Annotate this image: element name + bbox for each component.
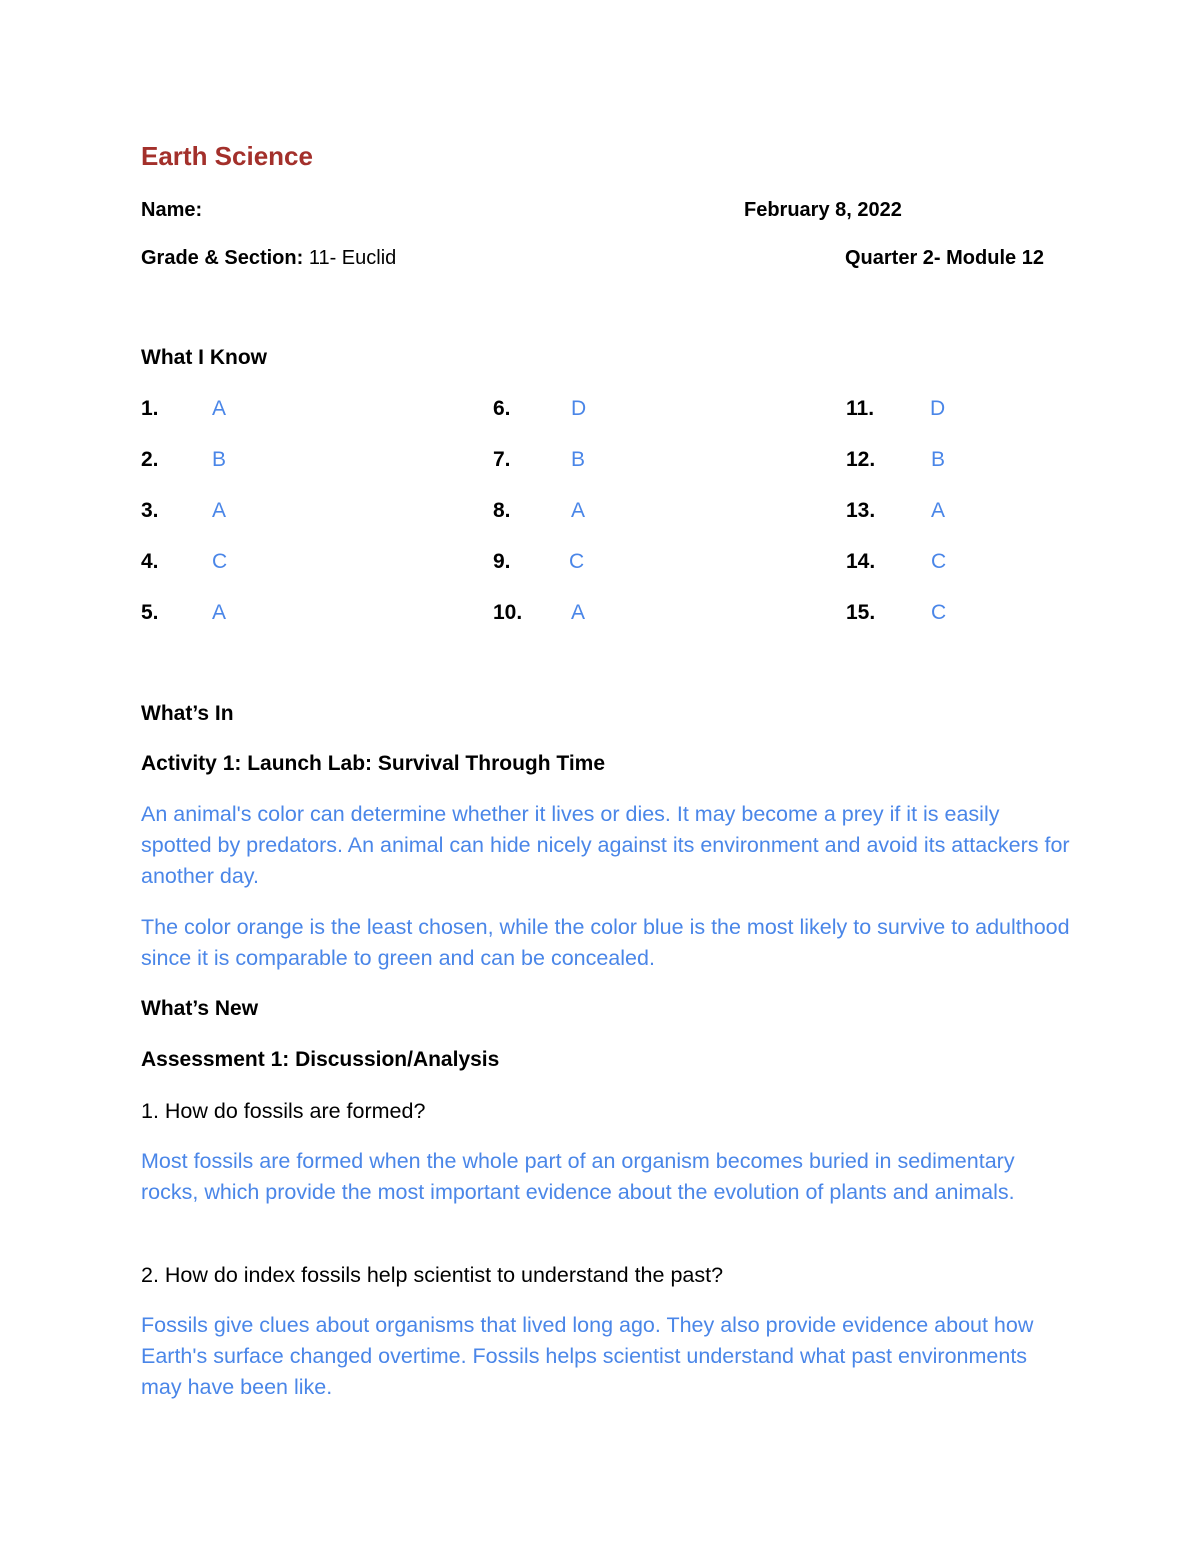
grade-section-value: 11- Euclid	[303, 247, 397, 269]
answer-number: 9.	[493, 550, 511, 573]
answer-value: A	[212, 397, 227, 420]
answer-value: C	[931, 550, 947, 573]
answer-value: A	[931, 499, 946, 522]
question-1: 1. How do fossils are formed?	[141, 1099, 426, 1123]
activity-heading: Activity 1: Launch Lab: Survival Through Time	[141, 752, 606, 775]
answer-value: A	[212, 499, 227, 522]
answer-2-paragraph: Fossils give clues about organisms that lived long ago. They also provide evidence about how Earth's surface changed overtime. Fossils helps scientist understand what past environments may have been like.	[141, 1313, 1034, 1399]
answer-number: 12.	[846, 448, 876, 471]
answer-number: 11.	[846, 397, 875, 420]
assessment-heading: Assessment 1: Discussion/Analysis	[141, 1048, 500, 1071]
answer-value: A	[571, 499, 586, 522]
answer-value: C	[212, 550, 228, 573]
question-2: 2. How do index fossils help scientist to understand the past?	[141, 1263, 724, 1287]
module-text: Quarter 2- Module 12	[845, 247, 1044, 269]
grade-section-line	[141, 247, 396, 270]
answer-number: 10.	[493, 601, 523, 624]
name-label: Name:	[141, 199, 203, 221]
answer-number: 15.	[846, 601, 876, 624]
answer-1-paragraph: Most fossils are formed when the whole part of an organism becomes buried in sedimentary rocks, which provide the most important evidence about the evolution of plants and animals.	[141, 1149, 1015, 1204]
whats-in-heading: What’s In	[141, 702, 234, 725]
answer-value: B	[212, 448, 227, 471]
answer-value: B	[571, 448, 586, 471]
answer-value: D	[930, 397, 946, 420]
date-text: February 8, 2022	[744, 199, 902, 221]
answer-value: D	[571, 397, 587, 420]
answer-number: 1.	[141, 397, 159, 420]
answer-number: 3.	[141, 499, 159, 522]
answer-value: C	[931, 601, 947, 624]
activity-answer-paragraph: An animal's color can determine whether it lives or dies. It may become a prey if it is easily spotted by predators. An animal can hide nicely against its environment and avoid its attackers for another day.	[141, 802, 1070, 888]
answer-value: A	[212, 601, 227, 624]
answer-number: 7.	[493, 448, 511, 471]
answer-number: 13.	[846, 499, 876, 522]
activity-answer-paragraph-2: The color orange is the least chosen, while the color blue is the most likely to survive to adulthood since it is comparable to green and can be concealed.	[141, 915, 1070, 970]
answer-value: B	[931, 448, 946, 471]
answer-number: 14.	[846, 550, 876, 573]
answer-number: 5.	[141, 601, 159, 624]
answer-number: 6.	[493, 397, 511, 420]
document-title: Earth Science	[141, 141, 313, 171]
answer-value: A	[571, 601, 586, 624]
answer-number: 8.	[493, 499, 511, 522]
what-i-know-heading: What I Know	[141, 346, 267, 369]
whats-new-heading: What’s New	[141, 997, 259, 1020]
grade-section-label: Grade & Section:	[141, 247, 304, 269]
answer-number: 2.	[141, 448, 159, 471]
answer-value: C	[569, 550, 585, 573]
answer-number: 4.	[141, 550, 159, 573]
